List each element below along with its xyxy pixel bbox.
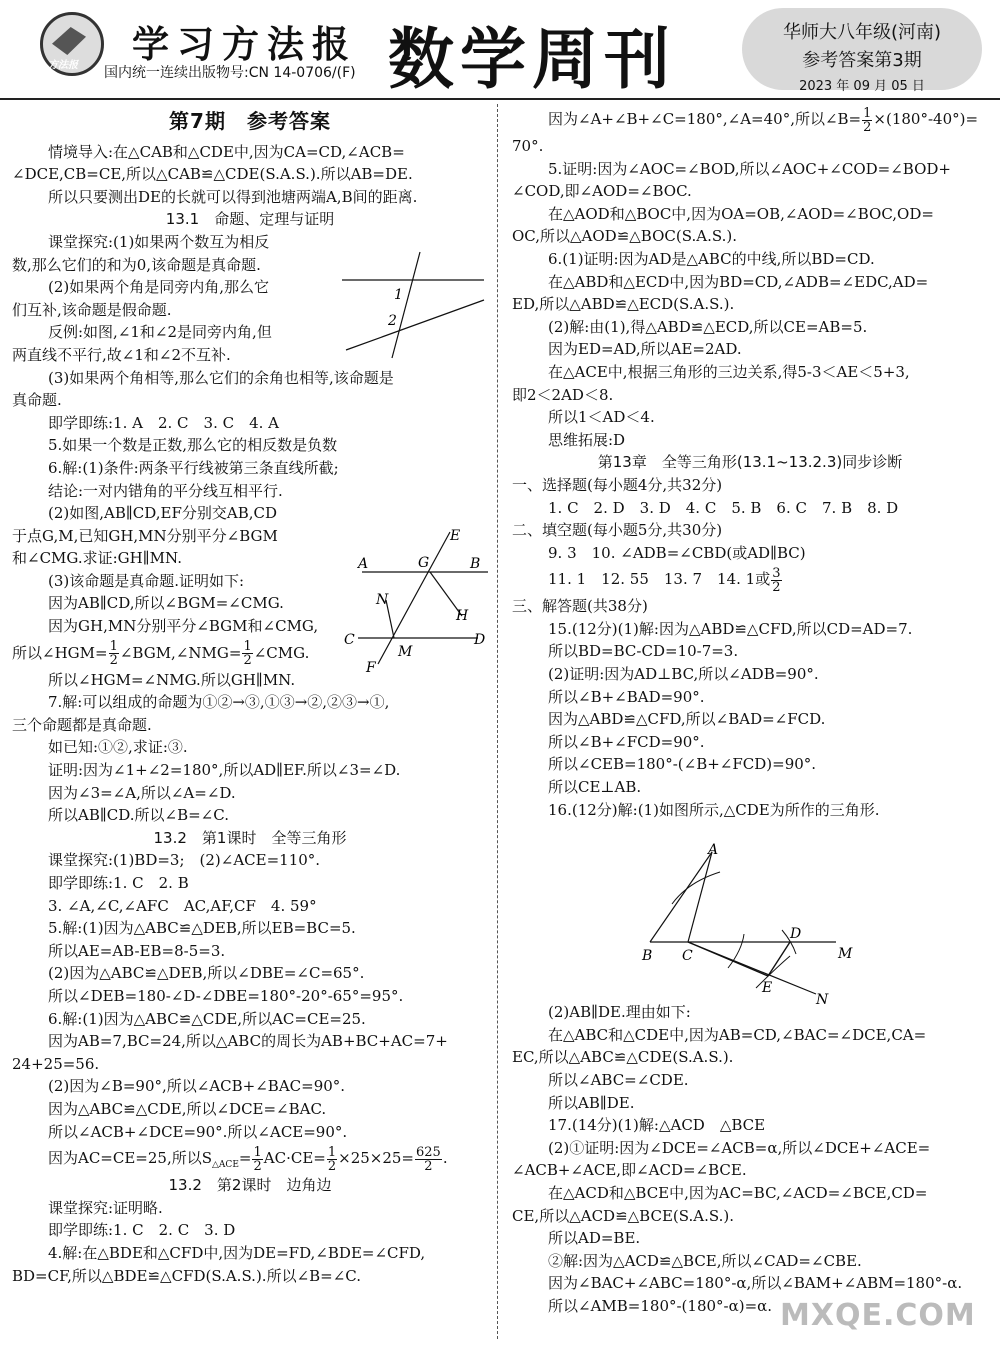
header-rule	[0, 98, 1000, 100]
masthead	[0, 0, 1000, 98]
text-line: 思维拓展:D	[548, 430, 626, 449]
text-line: 即学即练:1. C 2. C 3. D	[48, 1221, 236, 1240]
formula-line: 所以∠HGM= $\frac{1}{2}$ ∠BGM,∠NMG= $\frac{1}{2}$ ∠CMG.	[12, 639, 310, 669]
text-line: 因为ED=AD,所以AE=2AD.	[548, 340, 742, 359]
text-line: 6.(1)证明:因为AD是△ABC的中线,所以BD=CD.	[548, 249, 875, 268]
point-label: N	[816, 992, 829, 1008]
text-line: 24+25=56.	[12, 1054, 100, 1073]
text-line: 6.解:(1)条件:两条平行线被第三条直线所截;	[48, 458, 339, 477]
page-title: 数学周刊	[388, 21, 676, 98]
text-line: 70°.	[512, 137, 544, 155]
text-line: 在△ABD和△ECD中,因为BD=CD,∠ADB=∠EDC,AD=	[548, 272, 929, 291]
text-line: ②解:因为△ACD≌△BCE,所以∠CAD=∠CBE.	[548, 1251, 862, 1270]
text-line: 所以AE=AB-EB=8-5=3.	[48, 941, 226, 960]
text-line: 15.(12分)(1)解:因为△ABD≌△CFD,所以CD=AD=7.	[548, 619, 913, 638]
text-line: 4.解:在△BDE和△CFD中,因为DE=FD,∠BDE=∠CFD,	[48, 1243, 426, 1262]
line-ef	[378, 532, 450, 664]
text-line: 在△AOD和△BOC中,因为OA=OB,∠AOD=∠BOC,OD=	[548, 204, 934, 223]
text-line: 三个命题都是真命题.	[12, 715, 152, 734]
fraction: $\frac{1}{2}$	[863, 105, 872, 135]
text-line: (3)该命题是真命题.证明如下:	[48, 571, 245, 590]
text-line: 因为AB∥CD,所以∠BGM=∠CMG.	[48, 594, 284, 613]
point-label: B	[642, 948, 653, 964]
text-line: 因为△ABD≌△CFD,所以∠BAD=∠FCD.	[548, 710, 826, 729]
text-line: 因为GH,MN分别平分∠BGM和∠CMG,	[48, 617, 319, 636]
text-line: 课堂探究:(1)BD=3; (2)∠ACE=110°.	[48, 851, 321, 870]
text-line: ∠DCE,CB=CE,所以△CAB≌△CDE(S.A.S.).所以AB=DE.	[12, 165, 413, 184]
figure-construction	[630, 838, 860, 1010]
issue-title: 第7期 参考答案	[169, 109, 331, 133]
formula-line: 11. 1 12. 55 13. 7 14. 1或 $\frac{3}{2}$	[548, 565, 781, 595]
text-line: ED,所以△ABD≌△ECD(S.A.S.).	[512, 295, 735, 314]
text-line: 所以AB∥DE.	[548, 1093, 635, 1112]
text-line: 3. ∠A,∠C,∠AFC AC,AF,CF 4. 59°	[48, 896, 317, 915]
point-label: G	[418, 555, 430, 571]
text-line: 所以∠CEB=180°-(∠B+∠FCD)=90°.	[548, 755, 817, 774]
text-line: 在△ACE中,根据三角形的三边关系,得5-3＜AE＜5+3,	[548, 362, 910, 381]
text-line: 9. 3 10. ∠ADB=∠CBD(或AD∥BC)	[548, 543, 806, 562]
text-line: 结论:一对内错角的平分线互相平行.	[48, 481, 283, 500]
formula-line: 因为∠A+∠B+∠C=180°,∠A=40°,所以∠B= $\frac{1}{2}$ ×(180°-40°)=	[548, 105, 979, 135]
figure-parallel-bisectors	[342, 524, 492, 676]
text-line: BD=CF,所以△BDE≌△CFD(S.A.S.).所以∠B=∠C.	[12, 1266, 362, 1285]
text-line: 一、选择题(每小题4分,共32分)	[512, 475, 723, 494]
text-line: (2)如图,AB∥CD,EF分别交AB,CD	[48, 504, 278, 523]
text-line: 如已知:①②,求证:③.	[48, 738, 188, 757]
text-line: OC,所以△AOD≌△BOC(S.A.S.).	[512, 227, 737, 246]
text-line: 所以∠HGM=∠NMG.所以GH∥MN.	[48, 670, 296, 689]
logo-emblem-icon	[52, 27, 86, 55]
section-heading: 13.2 第1课时 全等三角形	[153, 828, 347, 847]
text-line: 所以只要测出DE的长就可以得到池塘两端A,B间的距离.	[48, 187, 418, 206]
text-line: 两直线不平行,故∠1和∠2不互补.	[12, 345, 231, 364]
figure-transversal	[338, 250, 488, 360]
text-line: ∠ACB+∠ACE,即∠ACD=∠BCE.	[512, 1161, 747, 1180]
section-heading: 13.2 第2课时 边角边	[168, 1176, 332, 1195]
fraction: $\frac{625}{2}$	[416, 1144, 441, 1174]
text-line: 所以∠B+∠FCD=90°.	[548, 732, 705, 751]
fraction: $\frac{1}{2}$	[109, 639, 118, 669]
point-label: D	[790, 926, 802, 942]
text-line: 们互补,该命题是假命题.	[12, 300, 172, 319]
text-line: 所以AB∥CD.所以∠B=∠C.	[48, 806, 229, 825]
text-line: 二、填空题(每小题5分,共30分)	[512, 521, 723, 540]
text-line: ∠COD,即∠AOD=∠BOC.	[512, 182, 692, 201]
text-line: 因为∠BAC+∠ABC=180°-α,所以∠BAM+∠ABM=180°-α.	[548, 1274, 963, 1293]
text-line: 反例:如图,∠1和∠2是同旁内角,但	[48, 323, 272, 342]
text-line: 5.证明:因为∠AOC=∠BOD,所以∠AOC+∠COD=∠BOD+	[548, 159, 951, 178]
text-line: 即学即练:1. C 2. B	[48, 874, 189, 892]
text-line: 课堂探究:证明略.	[48, 1198, 163, 1217]
text-line: 7.解:可以组成的命题为①②→③,①③→②,②③→①,	[48, 693, 390, 712]
text-line: 所以∠DEB=180-∠D-∠DBE=180°-20°-65°=95°.	[48, 986, 404, 1005]
point-label: C	[344, 632, 355, 648]
text-line: 因为△ABC≌△CDE,所以∠DCE=∠BAC.	[48, 1099, 327, 1118]
formula-line: 因为AC=CE=25,所以$S_{\triangle ACE}=$ $\frac{1}{2}$ AC·CE= $\frac{1}{2}$ ×25×25= $\frac{625}{2}$ .	[48, 1144, 448, 1174]
fraction: $\frac{1}{2}$	[327, 1144, 337, 1174]
segment-ce	[688, 942, 768, 976]
text-line: 5.解:(1)因为△ABC≌△DEB,所以EB=BC=5.	[48, 919, 356, 938]
segment-ab	[650, 852, 712, 942]
text-line: 所以1＜AD＜4.	[548, 408, 655, 427]
column-divider	[497, 104, 498, 1339]
point-label: M	[838, 946, 853, 962]
line-lower	[346, 300, 484, 350]
text-line: 5.如果一个数是正数,那么它的相反数是负数	[48, 436, 338, 455]
fraction: $\frac{1}{2}$	[243, 639, 252, 669]
text-line: 所以∠ABC=∠CDE.	[548, 1071, 689, 1089]
point-label: H	[456, 608, 469, 624]
text-line: 和∠CMG.求证:GH∥MN.	[12, 549, 182, 568]
segment-ac	[688, 852, 712, 942]
grade-label: 华师大八年级(河南)	[782, 22, 942, 43]
text-line: 17.(14分)(1)解:△ACD △BCE	[548, 1116, 766, 1135]
point-label: B	[470, 556, 481, 572]
point-label: A	[708, 842, 719, 858]
text-line: 所以BD=BC-CD=10-7=3.	[548, 642, 739, 661]
text-line: 真命题.	[12, 391, 62, 410]
point-label: N	[376, 592, 389, 608]
text-line: 情境导入:在△CAB和△CDE中,因为CA=CD,∠ACB=	[48, 142, 405, 161]
text-line: 所以CE⊥AB.	[548, 778, 642, 797]
angle-label: 2	[388, 313, 397, 329]
text-line: CE,所以△ACD≌△BCE(S.A.S.).	[512, 1206, 734, 1225]
text-line: 6.解:(1)因为△ABC≌△CDE,所以AC=CE=25.	[48, 1009, 366, 1028]
text-line: 所以AD=BE.	[548, 1229, 641, 1248]
text-line: 三、解答题(共38分)	[512, 597, 648, 616]
line-transversal	[392, 252, 420, 358]
point-label: E	[450, 528, 461, 544]
text-line: (2)因为△ABC≌△DEB,所以∠DBE=∠C=65°.	[48, 964, 365, 983]
angle-label: 1	[394, 287, 403, 303]
text-line: 于点G,M,已知GH,MN分别平分∠BGM	[12, 526, 278, 545]
text-line: 即2＜2AD＜8.	[512, 385, 614, 404]
text-line: 在△ACD和△BCE中,因为AC=BC,∠ACD=∠BCE,CD=	[548, 1183, 928, 1202]
publication-number: 国内统一连续出版物号:CN 14-0706/(F)	[104, 65, 356, 81]
text-line: (2)因为∠B=90°,所以∠ACB+∠BAC=90°.	[48, 1077, 346, 1096]
issue-badge	[742, 8, 982, 94]
text-line: 数,那么它们的和为0,该命题是真命题.	[12, 255, 261, 274]
point-label: D	[474, 632, 486, 648]
text-line: 所以∠AMB=180°-(180°-α)=α.	[548, 1296, 773, 1315]
point-label: E	[762, 980, 773, 996]
text-line: 因为AB=7,BC=24,所以△ABC的周长为AB+BC+AC=7+	[48, 1032, 448, 1051]
text-line: 在△ABC和△CDE中,因为AB=CD,∠BAC=∠DCE,CA=	[548, 1025, 927, 1044]
section-heading: 第13章 全等三角形(13.1~13.2.3)同步诊断	[597, 453, 903, 472]
point-label: A	[358, 556, 369, 572]
site-watermark: MXQE.COM	[780, 1298, 976, 1333]
text-line: 所以∠B+∠BAD=90°.	[548, 687, 705, 706]
text-line: (2)AB∥DE.理由如下:	[548, 1003, 691, 1022]
text-line: (2)①证明:因为∠DCE=∠ACB=α,所以∠DCE+∠ACE=	[548, 1138, 931, 1157]
text-line: 课堂探究:(1)如果两个数互为相反	[48, 232, 270, 251]
text-line: EC,所以△ABC≌△CDE(S.A.S.).	[512, 1048, 734, 1067]
logo-text: 方法报	[48, 60, 78, 71]
text-line: (2)如果两个角是同旁内角,那么它	[48, 278, 270, 297]
text-line: 因为∠3=∠A,所以∠A=∠D.	[48, 783, 236, 802]
text-line: 所以∠ACB+∠DCE=90°.所以∠ACE=90°.	[48, 1122, 348, 1141]
text-line: (2)证明:因为AD⊥BC,所以∠ADB=90°.	[548, 665, 819, 684]
text-line: (2)解:由(1),得△ABD≌△ECD,所以CE=AB=5.	[548, 317, 868, 336]
right-column	[512, 104, 988, 1318]
fraction: $\frac{1}{2}$	[253, 1144, 262, 1174]
section-heading: 13.1 命题、定理与证明	[165, 210, 335, 229]
text-line: 1. C 2. D 3. D 4. C 5. B 6. C 7. B 8. D	[548, 498, 899, 517]
point-label: M	[398, 644, 413, 660]
fraction: $\frac{3}{2}$	[772, 565, 781, 595]
paper-name: 学习方法报	[132, 22, 357, 66]
text-line: 证明:因为∠1+∠2=180°,所以AD∥EF.所以∠3=∠D.	[48, 761, 401, 780]
issue-date: 2023 年 09 月 05 日	[799, 79, 925, 94]
text-line: (3)如果两个角相等,那么它们的余角也相等,该命题是	[48, 368, 394, 387]
answer-issue-label: 参考答案第3期	[802, 50, 922, 71]
text-line: 即学即练:1. A 2. C 3. C 4. A	[48, 413, 279, 432]
point-label: C	[682, 948, 693, 964]
text-line: 16.(12分)解:(1)如图所示,△CDE为所作的三角形.	[548, 800, 880, 819]
point-label: F	[366, 660, 376, 676]
